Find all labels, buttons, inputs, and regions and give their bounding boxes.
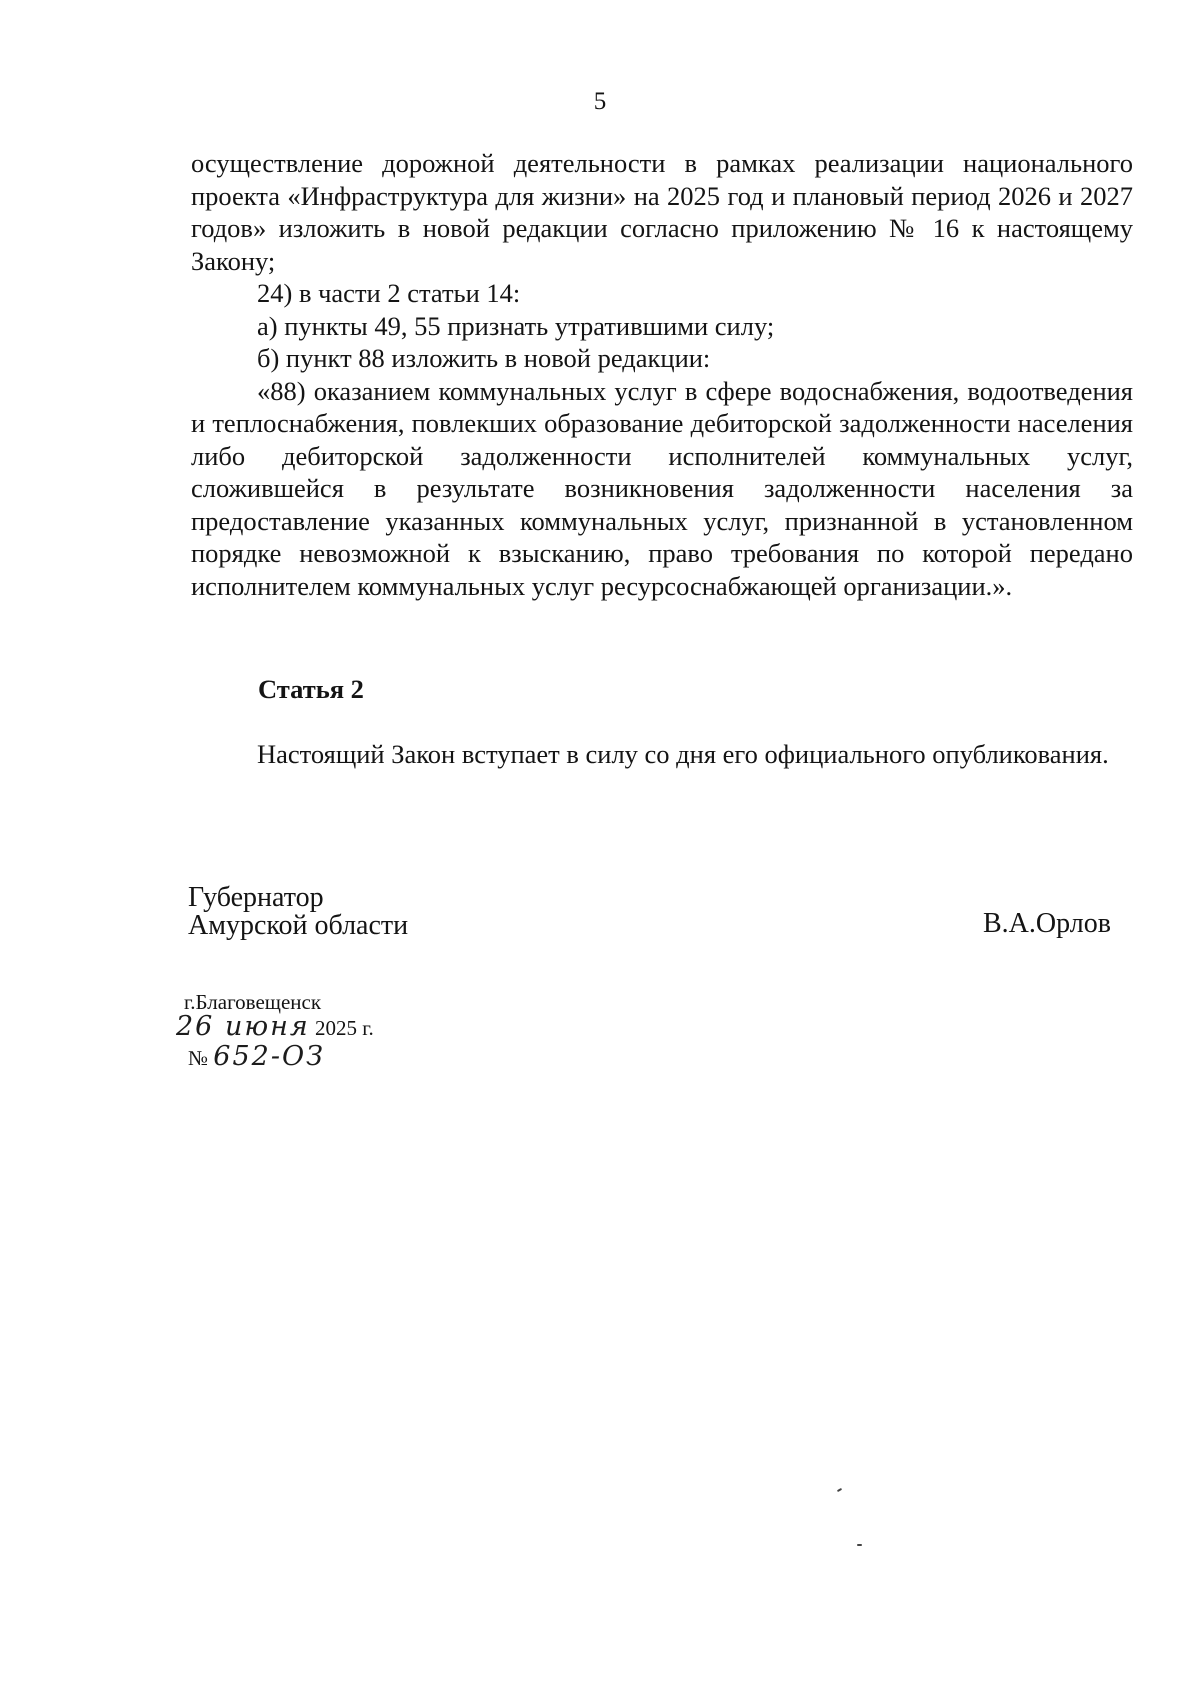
signatory-name: В.А.Орлов — [983, 908, 1111, 939]
signing-year: 2025 г. — [315, 1016, 374, 1040]
article-heading: Статья 2 — [258, 674, 364, 704]
handwritten-number: 652-ОЗ — [213, 1041, 325, 1072]
paragraph-subitem-b: б) пункт 88 изложить в новой редакции: — [257, 343, 711, 373]
signatory-position — [188, 884, 408, 940]
signatory-position-line1: Губернатор — [188, 882, 324, 913]
paragraph-point-88: «88) оказанием коммунальных услуг в сфере водоснабжения, водоотведения и теплоснабжения, повлекших образование дебиторской задолженности населения либо дебиторской задолженности исполнителей коммунальных услуг, сложившейся в результате возникновения задолженности населения за предоставление указанных коммунальных услуг, признанной в установленном порядке невозможной к взысканию, право требования по которой передано исполнителем коммунальных услуг ресурсоснабжающей организации.». — [191, 375, 1133, 601]
number-sign: № — [188, 1046, 209, 1070]
paragraph-continuation: осуществление дорожной деятельности в рамках реализации национального проекта «Инфраструктура для жизни» на 2025 год и плановый период 2026 и 2027 годов» изложить в новой редакции согласно приложению № 16 к настоящему Закону; — [191, 148, 1133, 276]
place-of-signing: г.Благовещенск — [184, 990, 322, 1014]
article-text: Настоящий Закон вступает в силу со дня его официального опубликования. — [257, 739, 1109, 769]
handwritten-date: 26 июня — [176, 1011, 310, 1042]
scan-speck — [837, 1488, 842, 1492]
page-number: 5 — [593, 88, 607, 115]
main-text — [191, 147, 1133, 602]
paragraph-item-24: 24) в части 2 статьи 14: — [257, 278, 521, 308]
law-number — [188, 1043, 325, 1072]
signatory-position-line2: Амурской области — [188, 910, 409, 941]
paragraph-subitem-a: а) пункты 49, 55 признать утратившими силу; — [257, 310, 775, 341]
signing-date — [176, 1013, 374, 1042]
scan-speck — [857, 1544, 862, 1546]
